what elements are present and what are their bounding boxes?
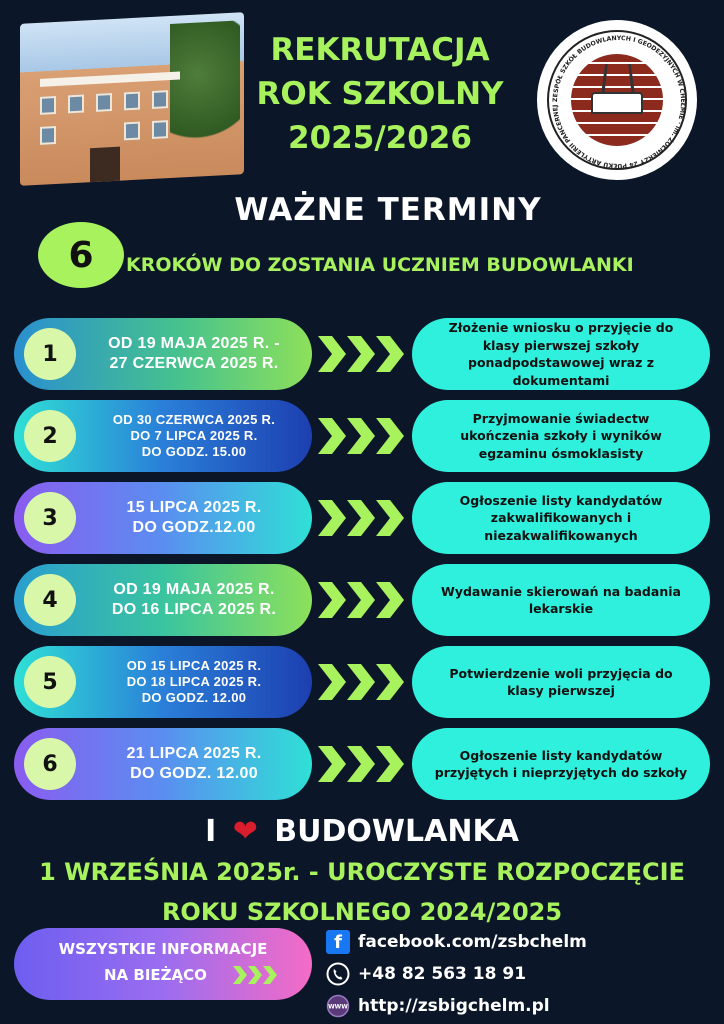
steps-count-badge: 6 (38, 222, 124, 288)
step-number: 6 (24, 738, 76, 790)
info-banner: WSZYSTKIE INFORMACJE NA BIEŻĄCO (14, 928, 312, 1000)
step-description: Ogłoszenie listy kandydatów zakwalifikowanych i niezakwalifikowanych (412, 482, 710, 554)
chevrons-icon (316, 660, 408, 704)
step-row (14, 482, 714, 554)
chevrons-icon (316, 496, 408, 540)
step-number: 2 (24, 410, 76, 462)
website-link[interactable]: WWW http://zsbigchelm.pl (326, 990, 587, 1022)
step-number: 5 (24, 656, 76, 708)
step-number: 1 (24, 328, 76, 380)
step-dates: OD 19 MAJA 2025 R. DO 16 LIPCA 2025 R. (111, 581, 277, 618)
chevrons-icon (316, 332, 408, 376)
step-dates: 15 LIPCA 2025 R. DO GODZ.12.00 (126, 499, 262, 536)
step-date-pill (14, 646, 312, 718)
chevrons-icon (316, 742, 408, 786)
step-date-pill (14, 728, 312, 800)
school-logo (537, 20, 697, 180)
page-title: REKRUTACJA ROK SZKOLNY 2025/2026 (256, 32, 504, 156)
step-description: Potwierdzenie woli przyjęcia do klasy pierwszej (412, 646, 710, 718)
step-dates: OD 19 MAJA 2025 R. - 27 CZERWCA 2025 R. (108, 335, 280, 372)
step-dates: OD 15 LIPCA 2025 R. DO 18 LIPCA 2025 R. DO GODZ. 12.00 (126, 657, 262, 706)
step-date-pill (14, 482, 312, 554)
svg-text:WWW: WWW (328, 1003, 348, 1011)
step-row (14, 646, 714, 718)
step-description: Złożenie wniosku o przyjęcie do klasy pierwszej szkoły ponadpodstawowej wraz z dokumentami (412, 318, 710, 390)
contact-list (326, 926, 587, 1022)
step-number: 3 (24, 492, 76, 544)
step-row (14, 564, 714, 636)
school-year-opening: 1 WRZEŚNIA 2025r. - UROCZYSTE ROZPOCZĘCIE ROKU SZKOLNEGO 2024/2025 (39, 858, 685, 926)
chevrons-icon (316, 578, 408, 622)
step-date-pill (14, 400, 312, 472)
step-row (14, 728, 714, 800)
step-number: 4 (24, 574, 76, 626)
phone-icon (326, 962, 350, 986)
step-date-pill (14, 318, 312, 390)
phone-link[interactable]: +48 82 563 18 91 (326, 958, 587, 990)
step-dates: OD 30 CZERWCA 2025 R. DO 7 LIPCA 2025 R. DO GODZ. 15.00 (112, 411, 276, 460)
section-heading: WAŻNE TERMINY (234, 192, 542, 228)
globe-icon (326, 994, 350, 1018)
chevrons-icon (316, 414, 408, 458)
school-building-photo (20, 12, 244, 186)
step-description: Przyjmowanie świadectw ukończenia szkoły i wyników egzaminu ósmoklasisty (412, 400, 710, 472)
step-row (14, 318, 714, 390)
facebook-link[interactable]: f facebook.com/zsbchelm (326, 926, 587, 958)
chevrons-icon (232, 964, 278, 986)
step-date-pill (14, 564, 312, 636)
step-dates: 21 LIPCA 2025 R. DO GODZ. 12.00 (126, 745, 262, 782)
step-description: Ogłoszenie listy kandydatów przyjętych i nieprzyjętych do szkoły (412, 728, 710, 800)
love-slogan: I ❤ BUDOWLANKA (205, 814, 519, 849)
section-subheading: KROKÓW DO ZOSTANIA UCZNIEM BUDOWLANKI (126, 254, 634, 276)
heart-icon: ❤ (232, 814, 258, 849)
svg-text:ZESPÓŁ SZKÓŁ BUDOWLANYCH I GEO: ZESPÓŁ SZKÓŁ BUDOWLANYCH I GEODEZYJNYCH W CHEŁMIE · im. ŻOŁNIERZY 24 PUŁKU ARTYLERII PANCERNEJ (551, 34, 687, 170)
step-row (14, 400, 714, 472)
step-description: Wydawanie skierowań na badania lekarskie (412, 564, 710, 636)
facebook-icon: f (326, 930, 350, 954)
